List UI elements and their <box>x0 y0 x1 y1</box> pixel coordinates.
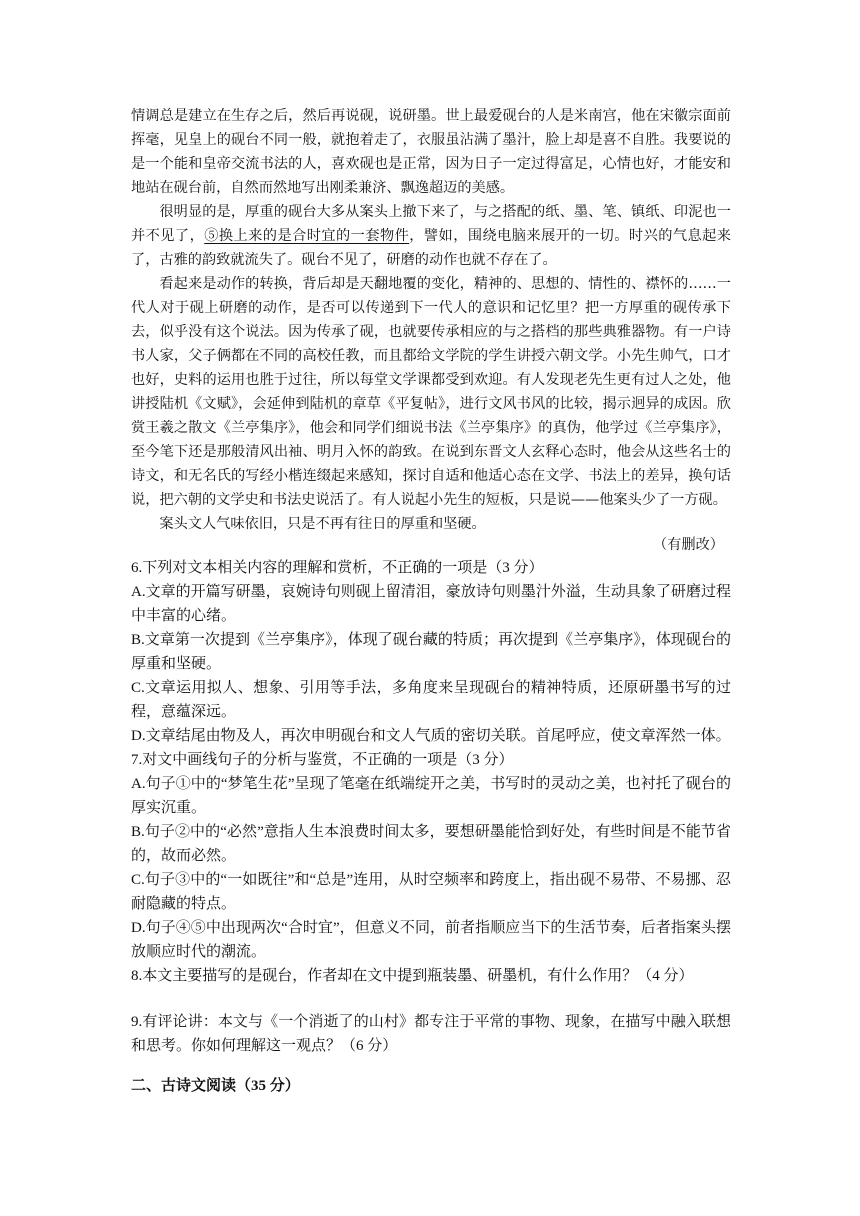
essay-paragraph-3: 看起来是动作的转换，背后却是天翻地覆的变化，精神的、思想的、情性的、襟怀的……一代人对于砚上研磨的动作，是否可以传递到下一代人的意识和记忆里？把一方厚重的砚传承下去，似乎没有这个说法。因为传承了砚，也就要传承相应的与之搭档的那些典雅器物。有一户诗书人家，父子俩都在不同的高校任教，而且都给文学院的学生讲授六朝文学。小先生帅气，口才也好，史料的运用也胜于过往，所以每堂文学课都受到欢迎。有人发现老先生更有过人之处，他讲授陆机《文赋》，会延伸到陆机的章草《平复帖》，进行文风书风的比较，揭示迥异的成因。欣赏王羲之散文《兰亭集序》，他会和同学们细说书法《兰亭集序》的真伪，他学过《兰亭集序》，至今笔下还是那般清风出袖、明月入怀的韵致。在说到东晋文人玄释心态时，他会从这些名士的诗文，和无名氏的写经小楷连缀起来感知，探讨自适和他适心态在文学、书法上的差异，换句话说，把六朝的文学史和书法史说活了。有人说起小先生的短板，只是说——他案头少了一方砚。 <box>131 276 731 508</box>
section-heading: 二、古诗文阅读（35 分） <box>131 1078 300 1094</box>
essay-paragraph-2-end: ，譬如，围绕电脑来展开的一切。时兴的气息起来了，古雅的韵致就流失了。砚台不见了，研磨的动作也就不存在了。 <box>131 228 731 268</box>
question-6-option-c: C.文章运用拟人、想象、引用等手法，多角度来呈现砚台的精神特质，还原研墨书写的过程，意蕴深远。 <box>131 680 731 720</box>
question-7-option-d: D.句子④⑤中出现两次“合时宜”，但意义不同，前者指顺应当下的生活节奏，后者指案头摆放顺应时代的潮流。 <box>131 920 731 960</box>
essay-body <box>131 104 731 536</box>
question-8: 8.本文主要描写的是砚台，作者却在文中提到瓶装墨、研墨机，有什么作用？（4 分） <box>131 968 694 984</box>
question-7-stem: 7.对文中画线句子的分析与鉴赏，不正确的一项是（3 分） <box>131 752 514 768</box>
questions-block <box>131 556 731 1058</box>
question-6-option-b: B.文章第一次提到《兰亭集序》，体现了砚台藏的特质；再次提到《兰亭集序》，体现砚台的厚重和坚硬。 <box>131 632 731 672</box>
underlined-sentence-5: ⑤换上来的是合时宜的一套物件 <box>204 228 410 244</box>
question-6-option-d: D.文章结尾由物及人，再次申明砚台和文人气质的密切关联。首尾呼应，使文章浑然一体。 <box>131 728 731 744</box>
question-6-stem: 6.下列对文本相关内容的理解和赏析，不正确的一项是（3 分） <box>131 560 544 576</box>
question-7-option-a: A.句子①中的“梦笔生花”呈现了笔毫在纸端绽开之美，书写时的灵动之美，也衬托了砚台的厚实沉重。 <box>131 776 731 816</box>
source-note: （有删改） <box>653 537 724 553</box>
essay-paragraph-2-start: 很明显的是，厚重的砚台大多从案头上撤下来了，与之搭配的纸、墨、笔、镇纸、印泥也一并不见了， <box>131 204 731 244</box>
question-7-option-c: C.句子③中的“一如既往”和“总是”连用，从时空频率和跨度上，指出砚不易带、不易挪、忍耐隐藏的特点。 <box>131 872 731 912</box>
essay-paragraph-1: 情调总是建立在生存之后，然后再说砚，说研墨。世上最爱砚台的人是米南宫，他在宋徽宗面前挥毫，见皇上的砚台不同一般，就抱着走了，衣服虽沾满了墨汁，脸上却是喜不自胜。我要说的是一个能和皇帝交流书法的人，喜欢砚也是正常，因为日子一定过得富足，心情也好，才能安和地站在砚台前，自然而然地写出刚柔兼济、飘逸超迈的美感。 <box>131 108 731 196</box>
essay-paragraph-2 <box>131 200 731 272</box>
question-7-option-b: B.句子②中的“必然”意指人生本浪费时间太多，要想研墨能恰到好处，有些时间是不能节省的，故而必然。 <box>131 824 731 864</box>
question-6-option-a: A.文章的开篇写研墨，哀婉诗句则砚上留清泪，豪放诗句则墨汁外溢，生动具象了研磨过程中丰富的心绪。 <box>131 584 731 624</box>
essay-paragraph-4: 案头文人气味依旧，只是不再有往日的厚重和坚硬。 <box>159 516 486 532</box>
question-9: 9.有评论讲：本文与《一个消逝了的山村》都专注于平常的事物、现象，在描写中融入联想和思考。你如何理解这一观点？（6 分） <box>131 1014 731 1054</box>
